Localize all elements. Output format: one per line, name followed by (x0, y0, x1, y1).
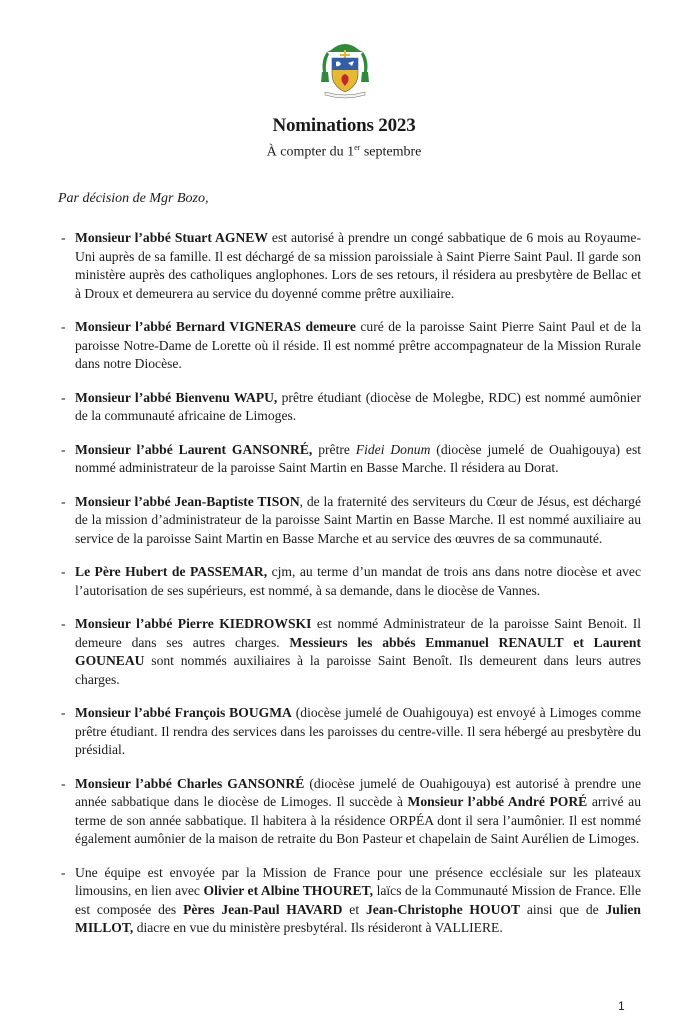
bullet-dash: - (61, 319, 66, 334)
nomination-item (58, 389, 641, 426)
name-bold: Monsieur l’abbé Pierre KIEDROWSKI (75, 616, 312, 631)
item-text: sont nommés auxiliaires à la paroisse Saint Benoît. Ils demeurent dans leurs autres charges. (75, 653, 641, 687)
name-bold: Olivier et Albine THOURET, (203, 883, 374, 898)
nomination-item (58, 318, 641, 374)
coat-of-arms-icon (317, 38, 373, 100)
name-bold: Monsieur l’abbé Charles GANSONRÉ (75, 775, 305, 791)
italic-text: Fidei Donum (355, 441, 431, 457)
nomination-item (58, 441, 641, 478)
item-text: arrivé au terme de son année sabbatique. Il habitera à la résidence ORPÉA dont il sera l’aumônier. Il est nommé également aumônier de la maison de retraite du Bon Pasteur et chapelain de Saint Aurélien de Limoges. (75, 794, 641, 846)
bullet-dash: - (61, 864, 66, 880)
subtitle-ordinal: er (354, 143, 361, 152)
nomination-item (58, 615, 641, 689)
bullet-dash: - (61, 493, 66, 509)
nomination-item (58, 775, 641, 849)
bullet-dash: - (61, 775, 66, 791)
nomination-item (58, 563, 641, 600)
name-bold: Monsieur l’abbé Jean-Baptiste TISON (75, 493, 300, 509)
name-bold: Pères Jean-Paul HAVARD (183, 901, 343, 917)
bullet-dash: - (61, 564, 66, 579)
item-text: diacre en vue du ministère presbytéral. Ils résideront à VALLIERE. (133, 920, 503, 935)
intro-line: Par décision de Mgr Bozo, (58, 191, 209, 206)
item-text: est nommé Administrateur de la paroisse Saint Benoit. Il demeure dans ses autres charges. (75, 616, 641, 650)
bullet-dash: - (61, 230, 66, 245)
item-text: laïcs de la Communauté Mission de France. Elle est composée des (75, 883, 641, 917)
page-subtitle (0, 143, 688, 161)
bullet-dash: - (61, 389, 66, 405)
item-text: cjm, au terme d’un mandat de trois ans dans notre diocèse et avec l’autorisation de ses supérieurs, est nommé, à sa demande, dans le diocèse de Vannes. (75, 564, 641, 598)
item-text: prêtre (312, 441, 356, 457)
item-text: est autorisé à prendre un congé sabbatique de 6 mois au Royaume-Uni auprès de sa famille. Il est déchargé de sa mission paroissiale à Saint Pierre Saint Paul. Il garde son ministère auprès des catholiques anglophones. Lors de ses retours, il résidera au presbytère de Bellac et à Droux et demeurera au service du doyenné comme prêtre auxiliaire. (75, 230, 641, 301)
name-bold: Monsieur l’abbé Bernard VIGNERAS demeure (75, 319, 356, 334)
nomination-item (58, 493, 641, 549)
nomination-item (58, 864, 641, 938)
subtitle-suffix: septembre (360, 144, 422, 160)
nomination-item (58, 704, 641, 760)
name-bold: Julien MILLOT, (75, 901, 641, 935)
item-text: (diocèse jumelé de Ouahigouya) est autorisé à prendre une année sabbatique dans le diocèse de Limoges. Il succède à (75, 775, 642, 809)
name-bold: Jean-Christophe HOUOT (365, 901, 521, 917)
name-bold: Le Père Hubert de PASSEMAR, (75, 564, 268, 579)
page-number: 1 (618, 999, 625, 1013)
bullet-dash: - (61, 441, 66, 457)
item-text: (diocèse jumelé de Ouahigouya) est envoyé à Limoges comme prêtre étudiant. Il rendra des services dans les paroisses du centre-ville. Il sera hébergé au presbytère du présidial. (75, 705, 641, 757)
subtitle-prefix: À compter du 1 (266, 144, 355, 160)
item-text: prêtre étudiant (diocèse de Molegbe, RDC) est nommé aumônier de la communauté africaine de Limoges. (75, 389, 641, 423)
item-text: ainsi que de (520, 901, 606, 917)
item-text: , de la fraternité des serviteurs du Cœur de Jésus, est déchargé de la mission d’administrateur de la paroisse Saint Martin en Basse Marche. Il est nommé auxiliaire au service de la paroisse Saint Martin en Basse Marche et au service des œuvres de sa communauté. (75, 493, 641, 546)
name-bold: Monsieur l’abbé François BOUGMA (75, 705, 292, 720)
name-bold: Monsieur l’abbé André PORÉ (407, 794, 588, 809)
name-bold: Messieurs les abbés Emmanuel RENAULT et Laurent GOUNEAU (75, 634, 641, 668)
nominations-list (58, 229, 641, 953)
bullet-dash: - (61, 616, 66, 631)
item-text: curé de la paroisse Saint Pierre Saint Paul et de la paroisse Notre-Dame de Lorette où il réside. Il est nommé prêtre accompagnateur de la Mission Rurale dans notre Diocèse. (75, 319, 641, 371)
nomination-item (58, 229, 641, 303)
name-bold: Monsieur l’abbé Laurent GANSONRÉ, (75, 441, 313, 457)
name-bold: Monsieur l’abbé Bienvenu WAPU, (75, 389, 278, 405)
page-title: Nominations 2023 (272, 115, 416, 136)
bullet-dash: - (61, 705, 66, 720)
item-text: et (342, 901, 366, 917)
name-bold: Monsieur l’abbé Stuart AGNEW (75, 230, 268, 245)
item-text: (diocèse jumelé de Ouahigouya) est nommé administrateur de la paroisse Saint Martin en Basse Marche. Il résidera au Dorat. (75, 441, 642, 475)
item-text: Une équipe est envoyée par la Mission de France pour une présence ecclésiale sur les plateaux limousins, en lien avec (75, 864, 641, 898)
